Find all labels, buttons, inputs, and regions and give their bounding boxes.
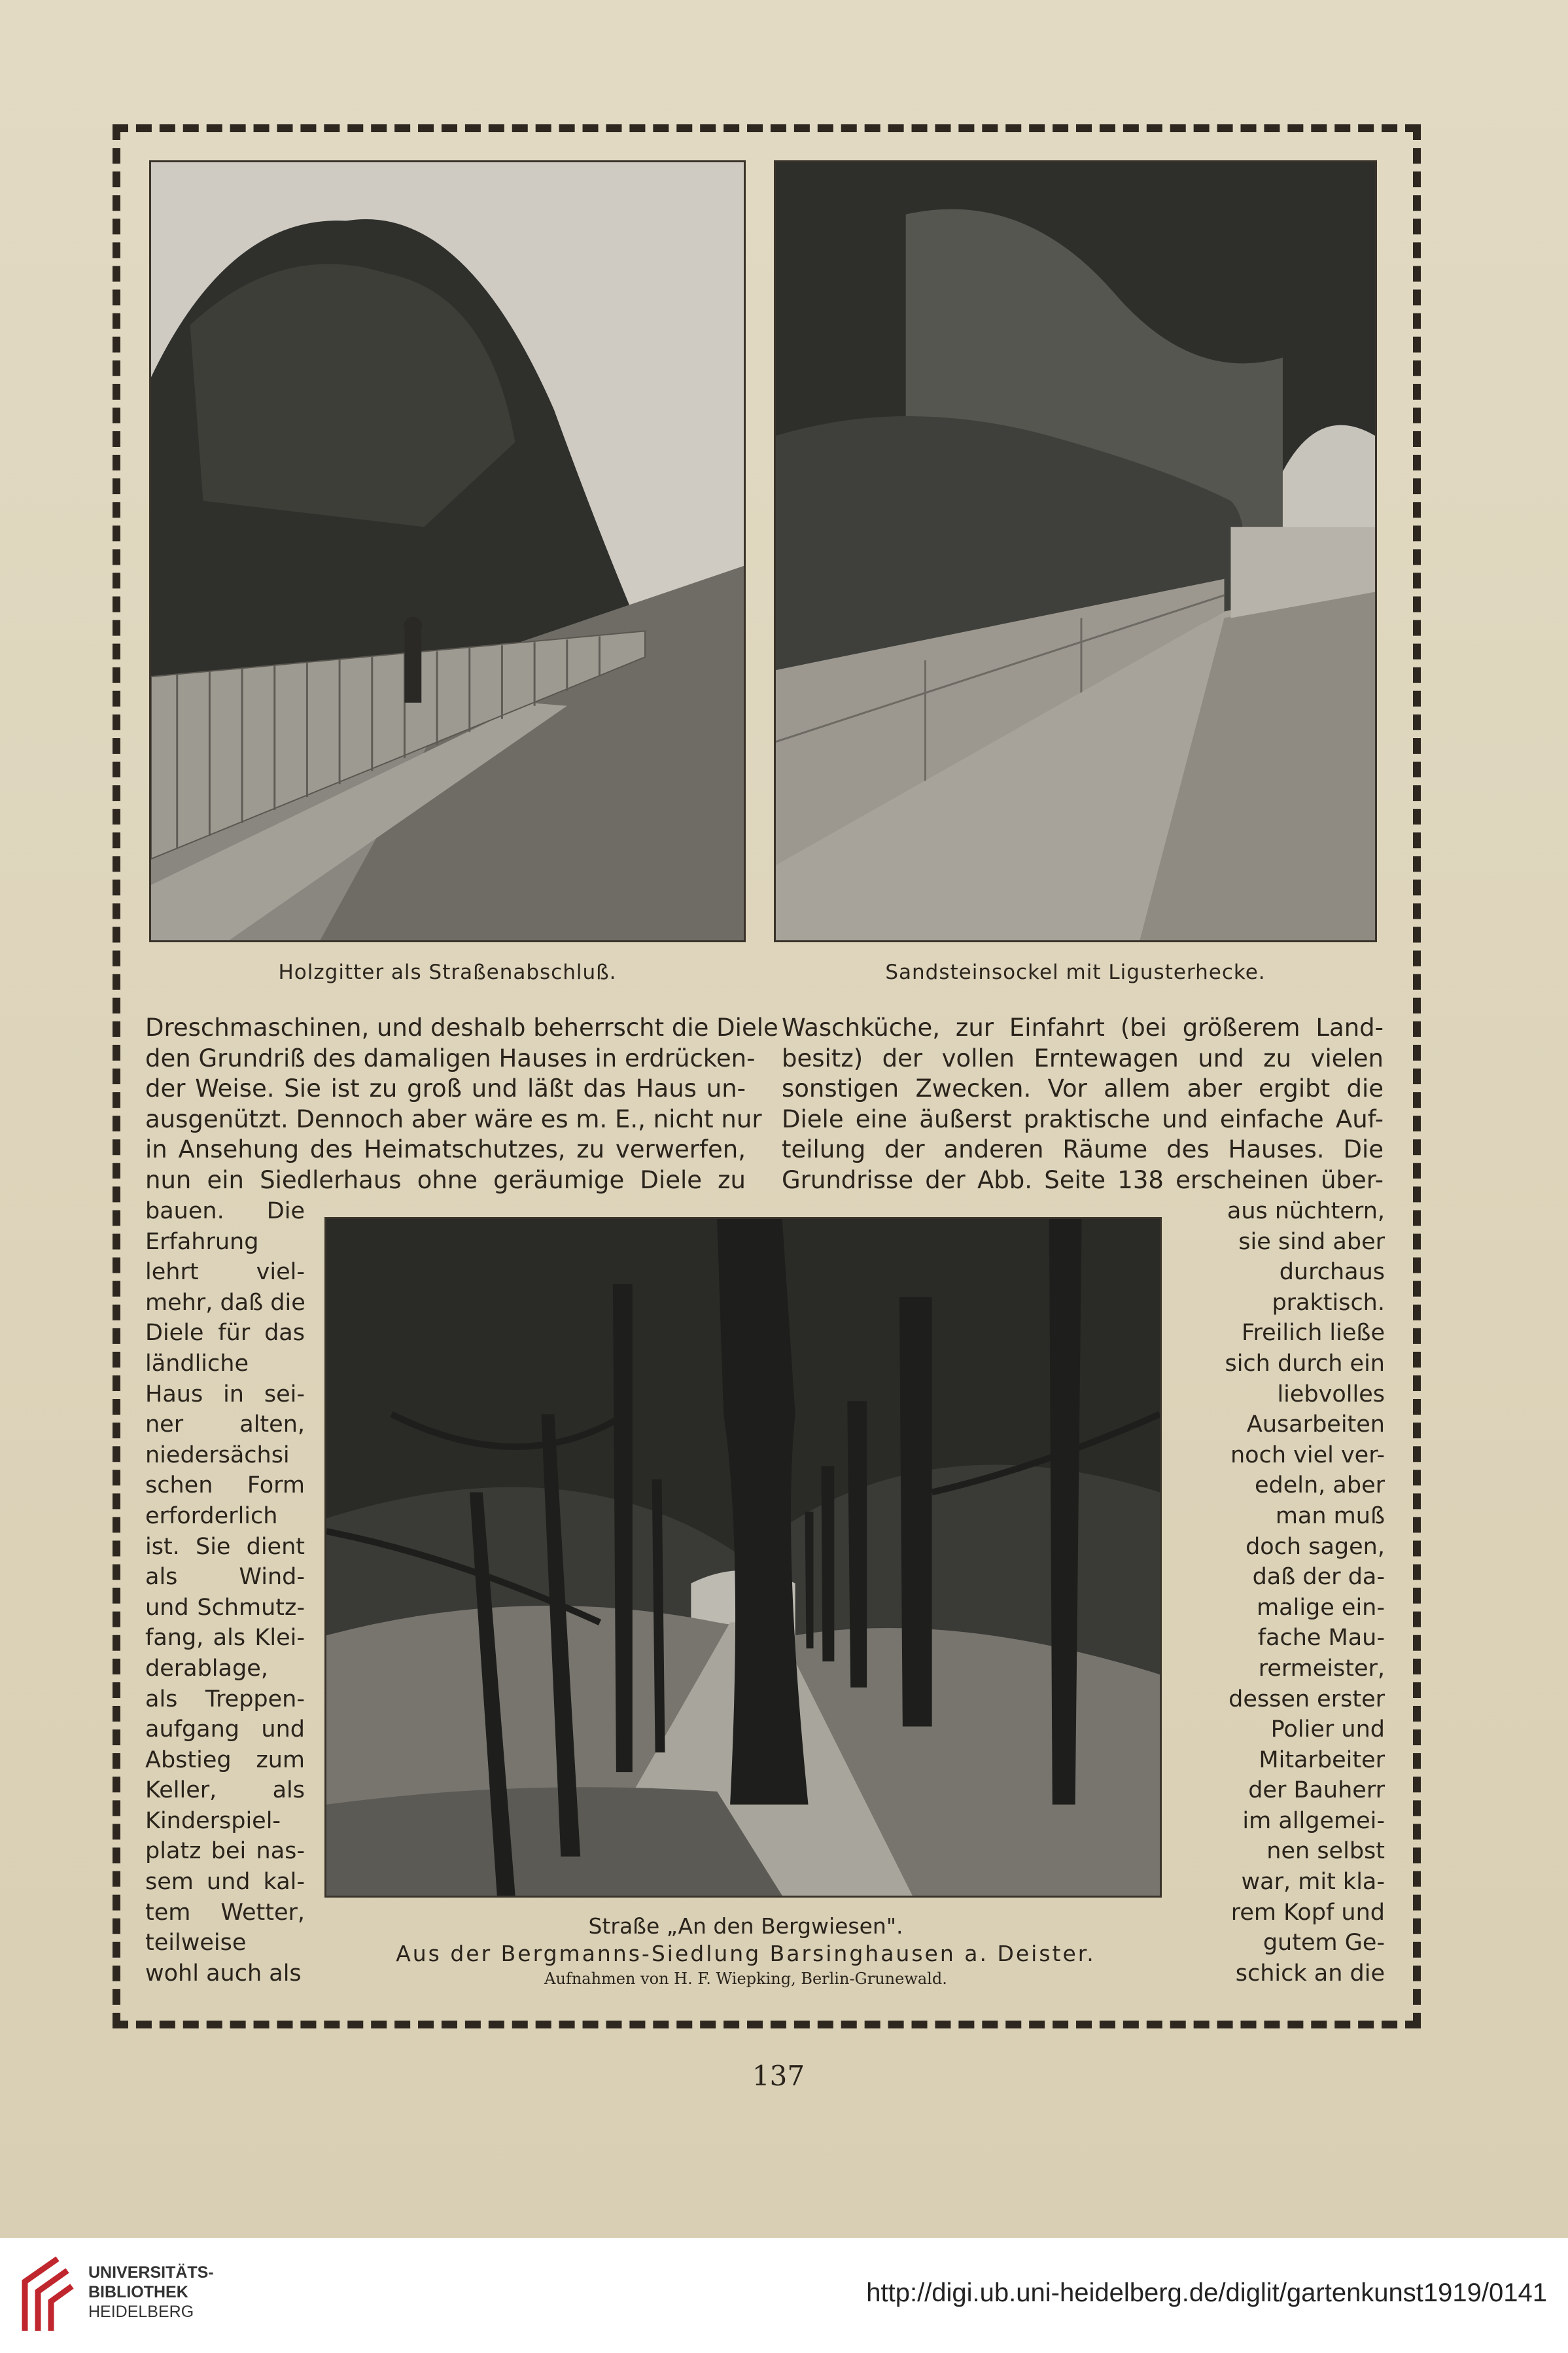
text-line: Ausarbeiten	[1246, 1411, 1385, 1438]
text-line: schick an die	[1235, 1960, 1385, 1987]
text-line: sonstigen Zwecken. Vor allem aber ergibt die	[782, 1074, 1384, 1103]
text-line: schen Form	[145, 1472, 305, 1499]
text-line: bauen. Die	[145, 1198, 305, 1224]
photo-caption-fence: Holzgitter als Straßenabschluß.	[278, 961, 617, 984]
text-line: in Ansehung des Heimatschutzes, zu verwerfen,	[145, 1135, 746, 1164]
photo-caption-road-title: Straße „An den Bergwiesen".	[588, 1913, 903, 1939]
text-line: ist. Sie dient	[145, 1533, 305, 1560]
photo-privet-hedge	[774, 160, 1377, 942]
text-line: Kinderspiel-	[145, 1807, 281, 1834]
text-line: noch viel ver-	[1230, 1442, 1385, 1468]
text-line: rem Kopf und	[1230, 1899, 1385, 1926]
text-line: erforderlich	[145, 1502, 278, 1529]
text-column-left-top	[145, 1013, 778, 1196]
text-line: war, mit kla-	[1241, 1869, 1385, 1896]
text-line: im allgemei-	[1242, 1807, 1385, 1834]
library-footer	[0, 2238, 1568, 2353]
text-line: man muß	[1275, 1502, 1385, 1529]
text-line: ausgenützt. Dennoch aber wäre es m. E., nicht nur	[145, 1105, 762, 1133]
text-line: Diele eine äußerst praktische und einfache Auf-	[782, 1105, 1384, 1133]
text-line: Freilich ließe	[1241, 1320, 1385, 1347]
text-line: edeln, aber	[1254, 1472, 1385, 1499]
text-line: durchaus	[1279, 1259, 1385, 1286]
text-line: wohl auch als	[145, 1960, 302, 1987]
library-name-line: BIBLIOTHEK	[88, 2283, 188, 2301]
text-line: Diele für das	[145, 1320, 305, 1347]
text-line: sem und kal-	[145, 1869, 305, 1896]
text-line: tem Wetter,	[145, 1899, 305, 1926]
text-line: doch sagen,	[1246, 1533, 1385, 1560]
library-name-line: HEIDELBERG	[88, 2303, 194, 2321]
text-line: Dreschmaschinen, und deshalb beherrscht die Diele	[145, 1014, 778, 1042]
text-line: Keller, als	[145, 1777, 305, 1804]
text-line: aufgang und	[145, 1716, 305, 1743]
text-line: dessen erster	[1228, 1686, 1385, 1712]
text-line: praktisch.	[1272, 1289, 1385, 1316]
photo-credit: Aufnahmen von H. F. Wiepking, Berlin-Grunewald.	[544, 1970, 947, 1988]
text-line: mehr, daß die	[145, 1289, 305, 1316]
photo-caption-hedge: Sandsteinsockel mit Ligusterhecke.	[885, 961, 1266, 984]
text-line: lehrt viel-	[145, 1259, 305, 1286]
text-line: der Weise. Sie ist zu groß und läßt das Haus un-	[145, 1074, 746, 1103]
photo-wooden-fence	[149, 160, 746, 942]
text-line: malige ein-	[1257, 1594, 1385, 1621]
text-line: gutem Ge-	[1263, 1930, 1385, 1956]
text-line: den Grundriß des damaligen Hauses in erdrücken-	[145, 1044, 756, 1072]
text-column-right-top	[782, 1013, 1384, 1196]
university-library-logo-icon	[18, 2252, 76, 2337]
text-line: der Bauherr	[1248, 1777, 1385, 1804]
text-line: daß der da-	[1252, 1564, 1385, 1591]
photo-caption-road-subtitle: Aus der Bergmanns-Siedlung Barsinghausen a. Deister.	[396, 1941, 1096, 1966]
text-line: Mitarbeiter	[1259, 1746, 1385, 1773]
text-line: besitz) der vollen Erntewagen und zu vielen	[782, 1044, 1384, 1072]
text-line: sie sind aber	[1238, 1228, 1385, 1255]
text-line: teilung der anderen Räume des Hauses. Die	[782, 1135, 1384, 1164]
text-line: nun ein Siedlerhaus ohne geräumige Diele zu	[145, 1165, 746, 1194]
text-line: niedersächsi	[145, 1442, 290, 1468]
text-column-left-narrow	[145, 1196, 305, 1989]
text-line: fang, als Klei-	[145, 1625, 305, 1652]
library-name	[88, 2263, 214, 2322]
text-line: fache Mau-	[1257, 1625, 1385, 1652]
text-line: liebvolles	[1277, 1381, 1385, 1407]
text-line: Polier und	[1270, 1716, 1385, 1743]
photo-tree-lined-road	[324, 1217, 1162, 1898]
text-line: ländliche	[145, 1350, 249, 1377]
text-line: Grundrisse der Abb. Seite 138 erscheinen über-	[782, 1165, 1384, 1194]
text-line: teilweise	[145, 1930, 247, 1956]
text-column-right-narrow	[1213, 1196, 1385, 1989]
text-line: und Schmutz-	[145, 1594, 305, 1621]
text-line: Erfahrung	[145, 1228, 259, 1255]
text-line: platz bei nas-	[145, 1838, 305, 1865]
source-url-link[interactable]: http://digi.ub.uni-heidelberg.de/diglit/gartenkunst1919/0141	[866, 2278, 1547, 2307]
text-line: sich durch ein	[1225, 1350, 1385, 1377]
text-line: als Treppen-	[145, 1686, 305, 1712]
text-line: ner alten,	[145, 1411, 305, 1438]
library-name-line: UNIVERSITÄTS-	[88, 2263, 214, 2282]
text-line: Abstieg zum	[145, 1746, 305, 1773]
page-number: 137	[752, 2060, 805, 2092]
text-line: Waschküche, zur Einfahrt (bei größerem Land-	[782, 1014, 1384, 1042]
text-line: aus nüchtern,	[1227, 1198, 1385, 1224]
text-line: Haus in sei-	[145, 1381, 305, 1407]
text-line: rermeister,	[1258, 1655, 1385, 1682]
text-line: derablage,	[145, 1655, 268, 1682]
text-line: nen selbst	[1266, 1838, 1385, 1865]
text-line: als Wind-	[145, 1564, 305, 1591]
